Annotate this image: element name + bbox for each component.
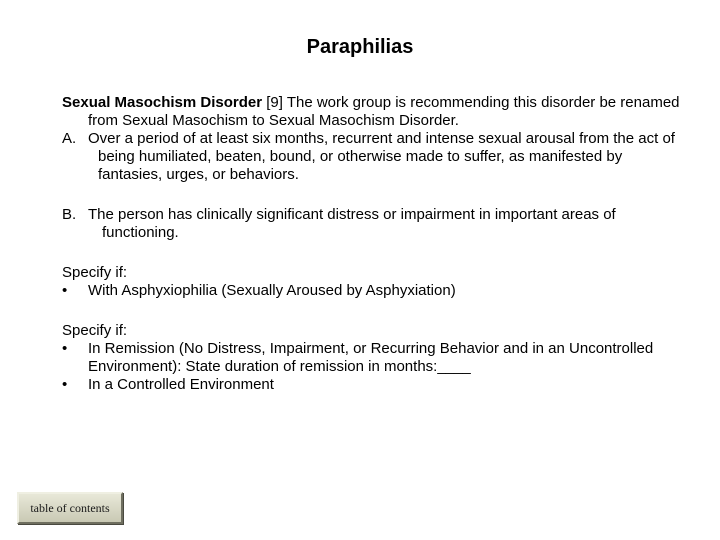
bullet-icon: • bbox=[62, 340, 68, 357]
disorder-heading bbox=[62, 94, 682, 130]
criterion-b-marker: B. bbox=[62, 206, 77, 223]
disorder-note: [9] The work group is recommending this disorder be renamed from Sexual Masochism to Sexual Masochism Disorder. bbox=[88, 94, 680, 129]
specifier-1-item-text: With Asphyxiophilia (Sexually Aroused by Asphyxiation) bbox=[88, 282, 456, 299]
bullet-icon: • bbox=[62, 282, 68, 299]
criterion-b bbox=[62, 206, 682, 242]
slide-content bbox=[62, 94, 682, 394]
criterion-a bbox=[62, 130, 682, 184]
specifier-2-heading: Specify if: bbox=[62, 322, 128, 339]
disorder-name: Sexual Masochism Disorder bbox=[62, 94, 263, 111]
criterion-a-marker: A. bbox=[62, 130, 77, 147]
specifier-2-item-remission-text: In Remission (No Distress, Impairment, or Recurring Behavior and in an Uncontrolled Environment): State duration of remission in months:____ bbox=[88, 340, 654, 375]
slide-title: Paraphilias bbox=[306, 36, 414, 58]
specifier-1-item bbox=[62, 282, 682, 300]
criterion-a-text: Over a period of at least six months, recurrent and intense sexual arousal from the act of being humiliated, beaten, bound, or otherwise made to suffer, as manifested by fantasies, urges, or behaviors. bbox=[88, 130, 675, 183]
criterion-b-text: The person has clinically significant distress or impairment in important areas of functioning. bbox=[88, 206, 616, 241]
table-of-contents-button[interactable]: table of contents bbox=[17, 492, 123, 524]
specifier-2-item-controlled-text: In a Controlled Environment bbox=[88, 376, 274, 393]
bullet-icon: • bbox=[62, 376, 68, 393]
specifier-2-item-controlled bbox=[62, 376, 682, 394]
specifier-1-heading: Specify if: bbox=[62, 264, 128, 281]
specifier-2-item-remission bbox=[62, 340, 682, 376]
